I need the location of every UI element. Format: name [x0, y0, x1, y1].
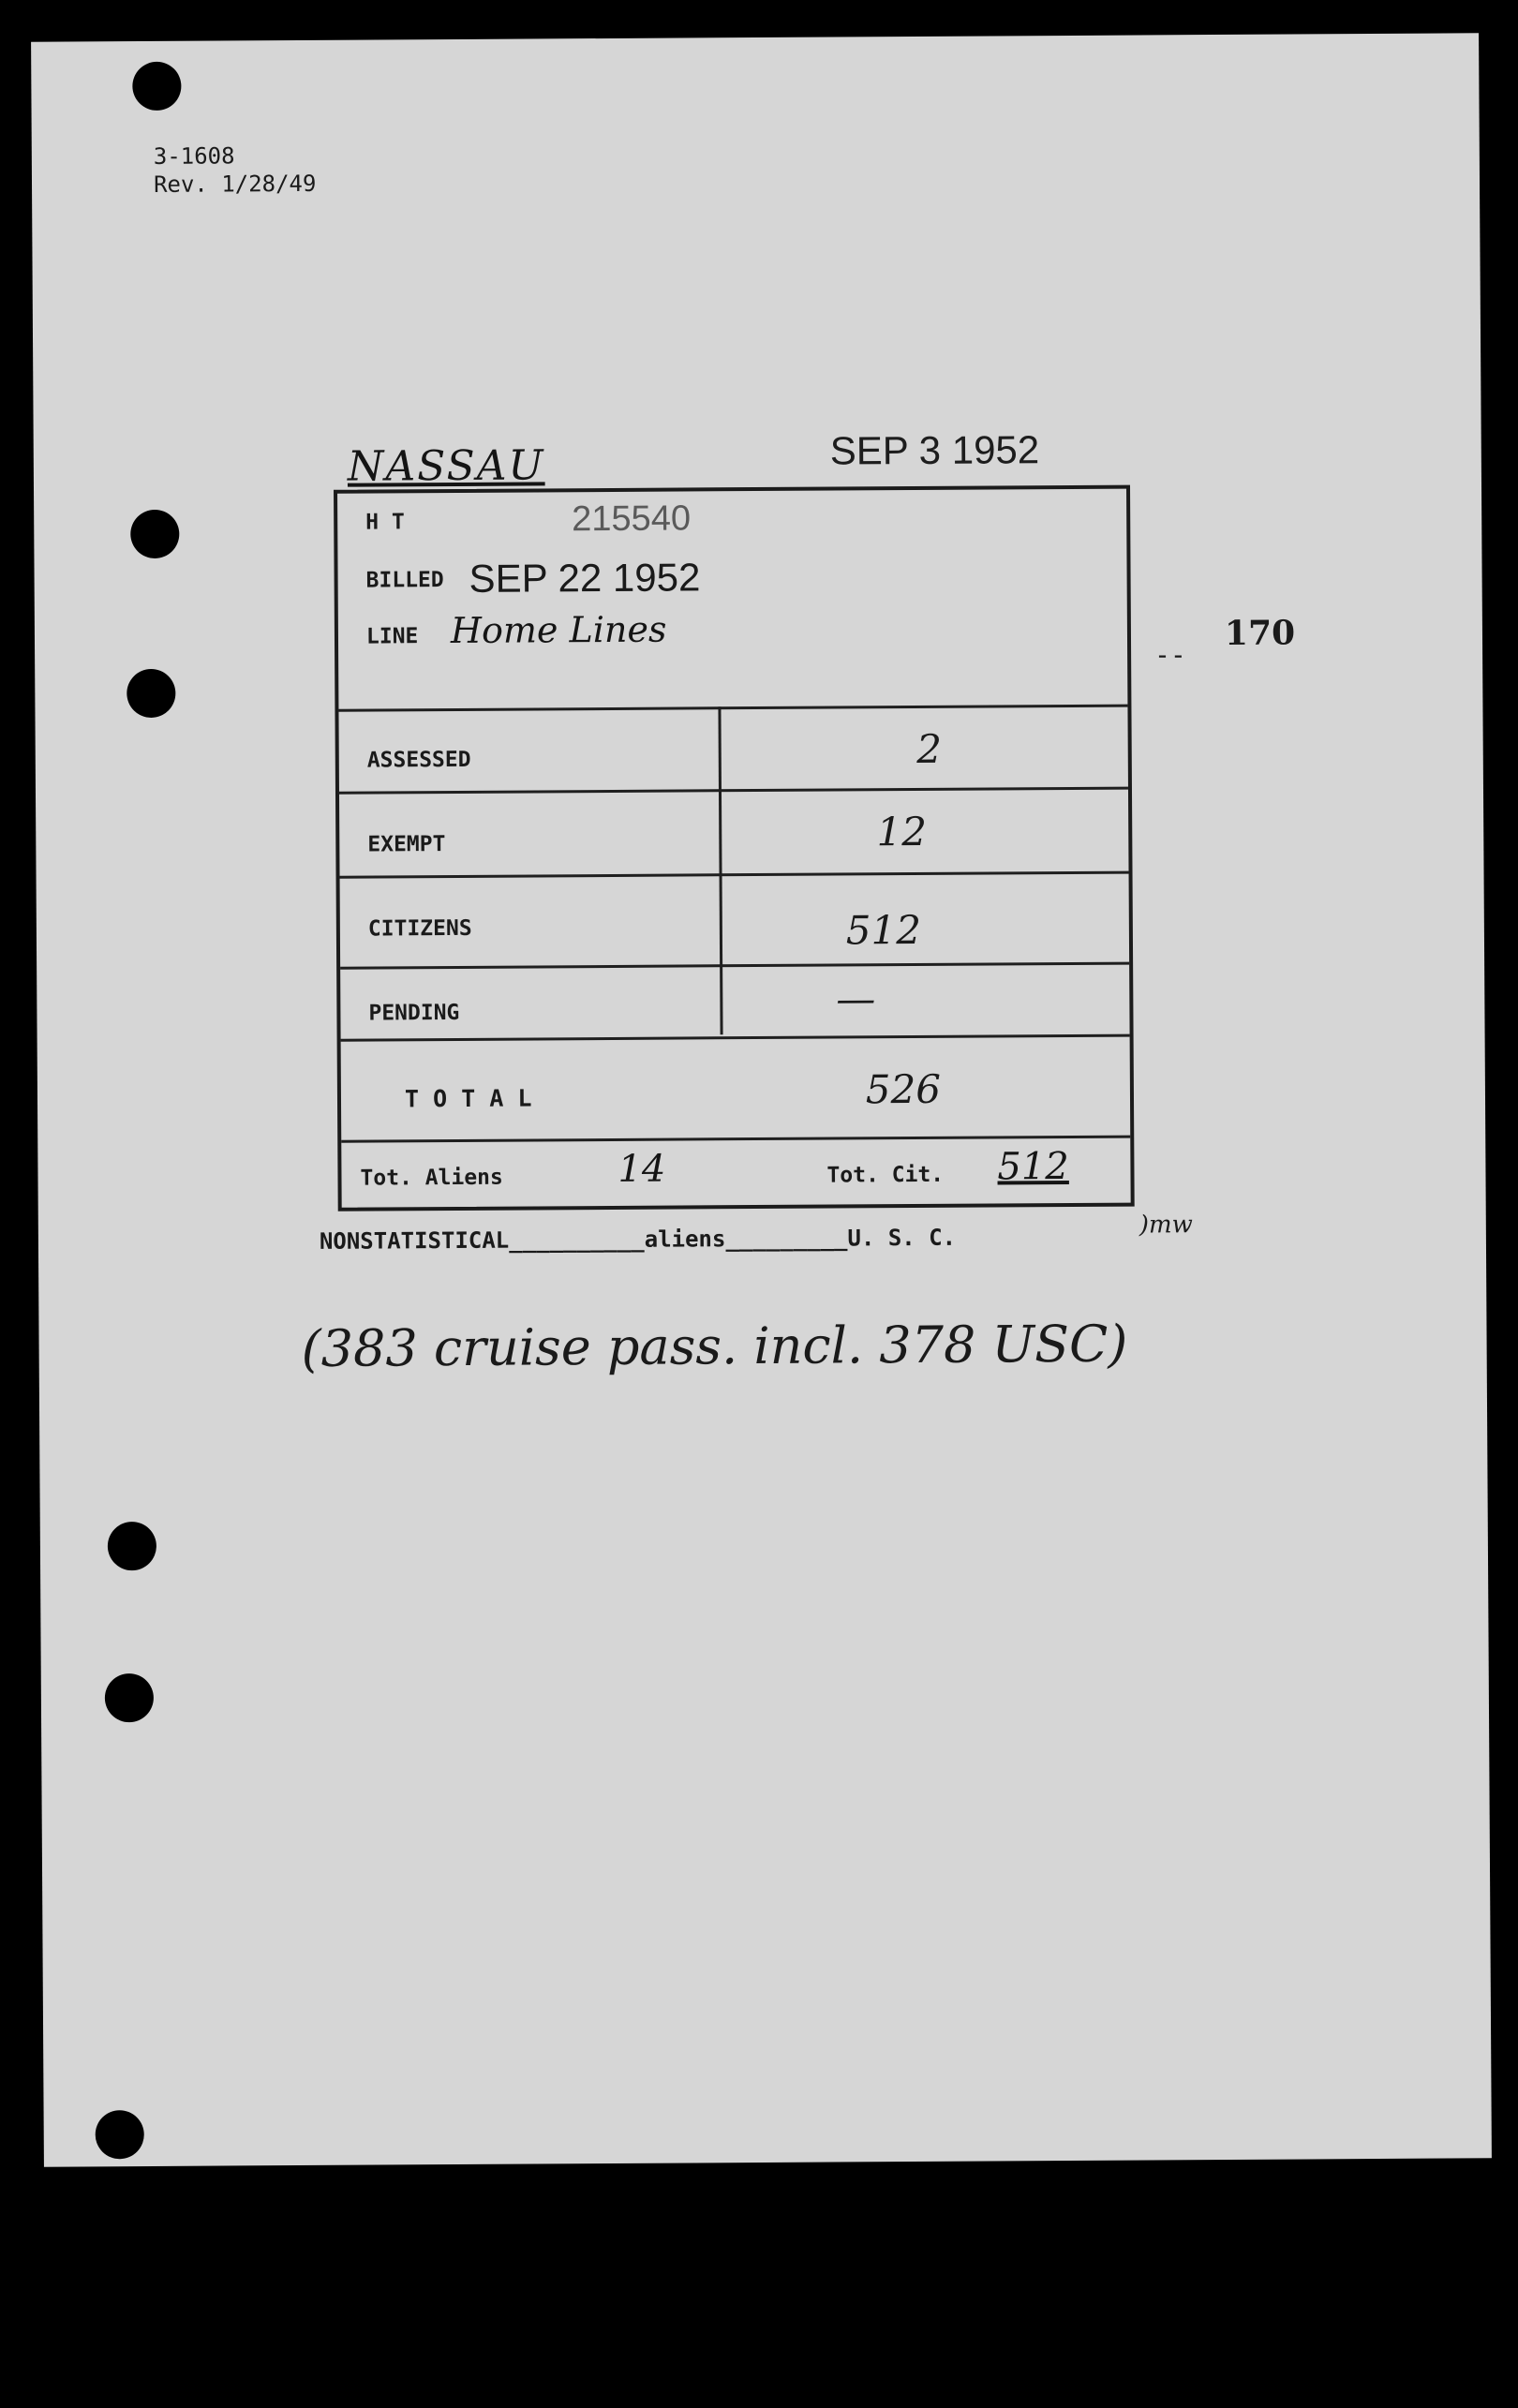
page-number: 170 — [1224, 613, 1296, 653]
punch-hole-top — [132, 62, 181, 111]
port-name: NASSAU — [347, 441, 545, 491]
punch-hole-bottom — [96, 2110, 144, 2159]
form-number: 3-1608 — [153, 142, 235, 170]
total-label: T O T A L — [404, 1084, 532, 1113]
count-value-citizens: 512 — [845, 906, 922, 954]
line-label: LINE — [365, 624, 419, 649]
nonstatistical-label: NONSTATISTICAL — [319, 1226, 510, 1255]
punch-hole-lower — [105, 1673, 154, 1722]
total-citizens-label: Tot. Cit. — [826, 1162, 945, 1188]
total-aliens-value: 14 — [618, 1147, 666, 1191]
row-divider — [340, 962, 1129, 970]
billed-label: BILLED — [365, 568, 444, 593]
footer-divider — [341, 1136, 1130, 1143]
total-citizens-value: 512 — [997, 1144, 1069, 1189]
ht-number-stamp: 215540 — [572, 498, 692, 540]
nonstatistical-line: NONSTATISTICAL__________aliens_________U. S. C. — [319, 1224, 957, 1255]
handwritten-note: (383 cruise pass. incl. 378 USC) — [301, 1314, 1128, 1379]
row-divider — [339, 787, 1128, 795]
clerk-initials: )mw — [1138, 1211, 1193, 1240]
total-value: 526 — [865, 1065, 942, 1113]
row-divider — [340, 871, 1129, 879]
form-revision: Rev. 1/28/49 — [153, 170, 317, 198]
count-label-pending: PENDING — [368, 1000, 460, 1026]
count-label-citizens: CITIZENS — [367, 915, 472, 942]
form-identifier — [154, 141, 317, 199]
header-divider — [338, 705, 1127, 712]
line-value: Home Lines — [450, 608, 667, 652]
column-divider — [718, 706, 722, 1034]
punch-hole-middle — [108, 1522, 156, 1570]
total-divider — [341, 1034, 1130, 1042]
punch-hole-upper-second — [126, 669, 175, 718]
count-value-assessed: 2 — [916, 725, 943, 772]
total-aliens-label: Tot. Aliens — [360, 1165, 503, 1191]
nonstatistical-aliens-label: aliens — [644, 1226, 726, 1253]
arrival-date-stamp: SEP 3 1952 — [829, 427, 1040, 473]
count-label-assessed: ASSESSED — [366, 747, 471, 773]
billed-date-stamp: SEP 22 1952 — [469, 555, 701, 601]
punch-hole-upper — [130, 510, 179, 558]
count-label-exempt: EXEMPT — [367, 832, 446, 857]
document-page — [31, 33, 1492, 2166]
count-value-exempt: 12 — [876, 808, 928, 855]
ht-label: H T — [365, 510, 405, 535]
manifest-summary-table — [334, 485, 1135, 1211]
nonstatistical-usc-label: U. S. C. — [847, 1224, 957, 1252]
count-value-pending: — — [836, 975, 876, 1022]
side-mark: -- — [1154, 639, 1186, 671]
